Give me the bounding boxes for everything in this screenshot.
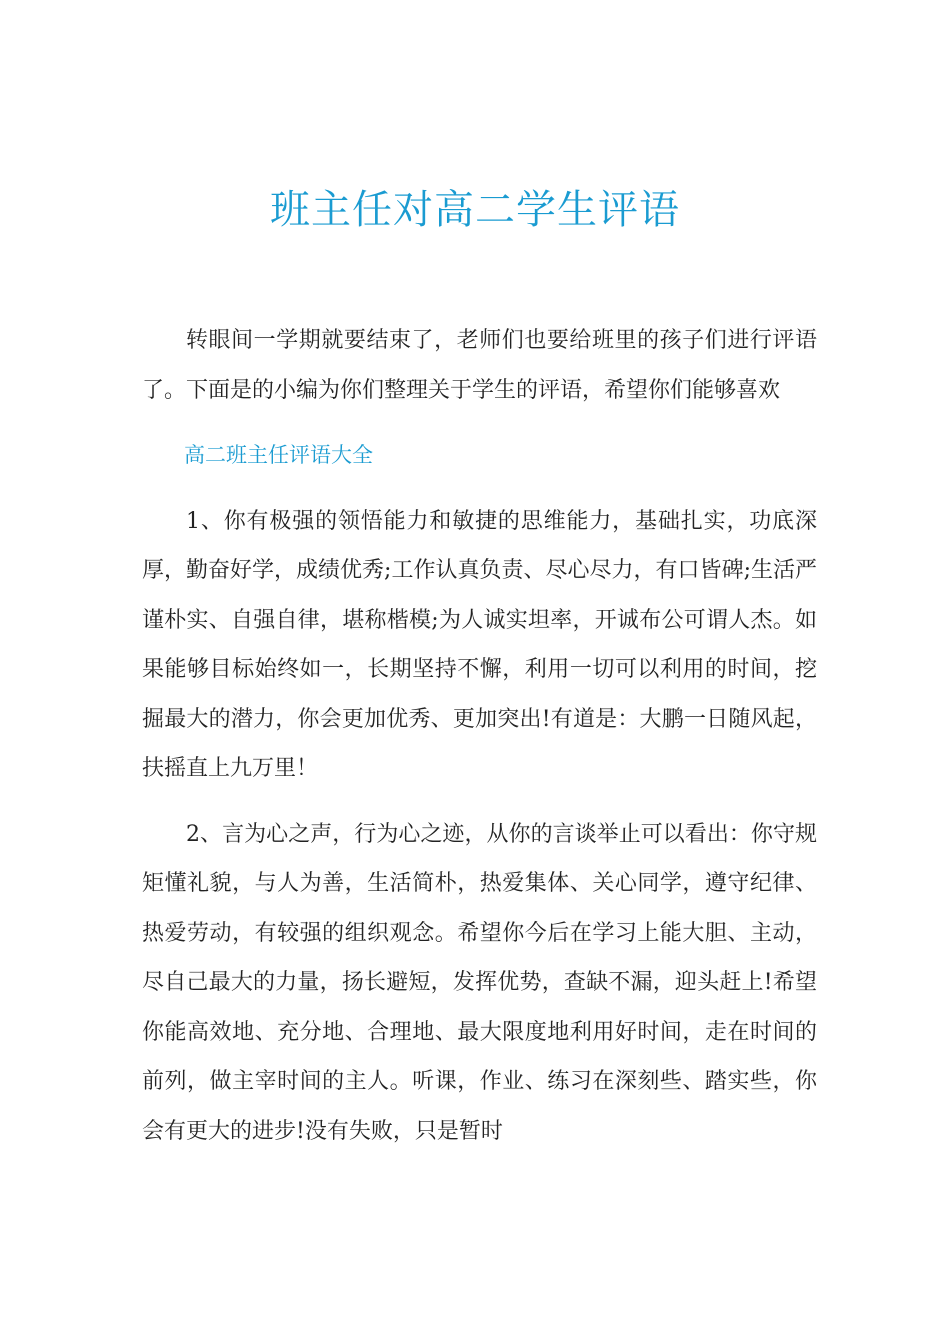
document-title: 班主任对高二学生评语 (270, 187, 680, 233)
document-body (142, 316, 817, 1156)
section-heading: 高二班主任评语大全 (184, 443, 373, 467)
intro-paragraph: 转眼间一学期就要结束了，老师们也要给班里的孩子们进行评语了。下面是的小编为你们整理关于学生的评语，希望你们能够喜欢 (142, 328, 817, 403)
comment-item-2: 2、言为心之声，行为心之迹，从你的言谈举止可以看出：你守规矩懂礼貌，与人为善，生活简朴，热爱集体、关心同学，遵守纪律、热爱劳动，有较强的组织观念。希望你今后在学习上能大胆、主动，尽自己最大的力量，扬长避短，发挥优势，查缺不漏，迎头赶上!希望你能高效地、充分地、合理地、最大限度地利用好时间，走在时间的前列，做主宰时间的主人。听课，作业、练习在深刻些、踏实些，你会有更大的进步!没有失败，只是暂时 (142, 821, 817, 1144)
comment-item-1: 1、你有极强的领悟能力和敏捷的思维能力，基础扎实，功底深厚，勤奋好学，成绩优秀;工作认真负责、尽心尽力，有口皆碑;生活严谨朴实、自强自律，堪称楷模;为人诚实坦率，开诚布公可谓人杰。如果能够目标始终如一，长期坚持不懈，利用一切可以利用的时间，挖掘最大的潜力，你会更加优秀、更加突出!有道是：大鹏一日随风起，扶摇直上九万里！ (142, 508, 817, 781)
